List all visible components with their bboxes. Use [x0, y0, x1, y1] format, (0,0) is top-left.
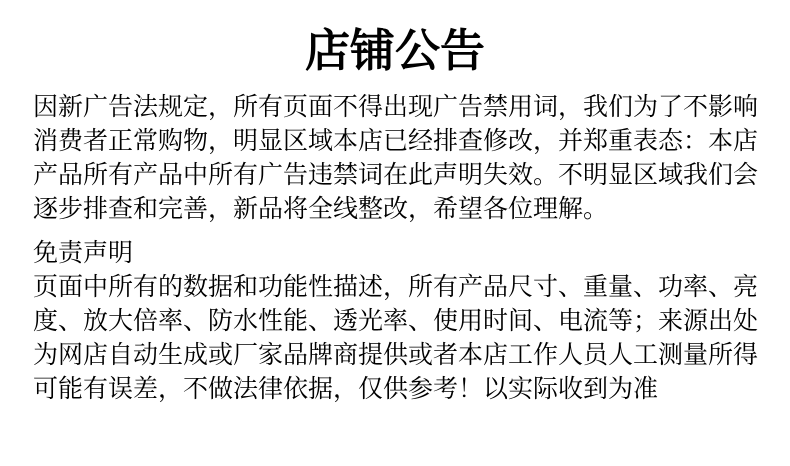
announcement-line: 产品所有产品中所有广告违禁词在此声明失效。不明显区域我们会 [33, 161, 759, 189]
disclaimer-line: 度、放大倍率、防水性能、透光率、使用时间、电流等；来源出处 [33, 307, 759, 335]
store-announcement-page [0, 26, 790, 466]
disclaimer-line: 页面中所有的数据和功能性描述，所有产品尺寸、重量、功率、亮 [33, 273, 759, 301]
disclaimer-heading: 免责声明 [33, 239, 134, 267]
announcement-line: 因新广告法规定，所有页面不得出现广告禁用词，我们为了不影响 [33, 93, 759, 121]
announcement-line: 消费者正常购物，明显区域本店已经排查修改，并郑重表态：本店 [33, 127, 759, 155]
announcement-line: 逐步排查和完善，新品将全线整改，希望各位理解。 [33, 195, 609, 223]
announcement-paragraph [33, 90, 757, 226]
disclaimer-section [33, 236, 757, 406]
page-title: 店铺公告 [304, 25, 485, 76]
disclaimer-line: 可能有误差，不做法律依据，仅供参考！以实际收到为准 [33, 375, 659, 403]
disclaimer-line: 为网店自动生成或厂家品牌商提供或者本店工作人员人工测量所得 [33, 341, 759, 369]
